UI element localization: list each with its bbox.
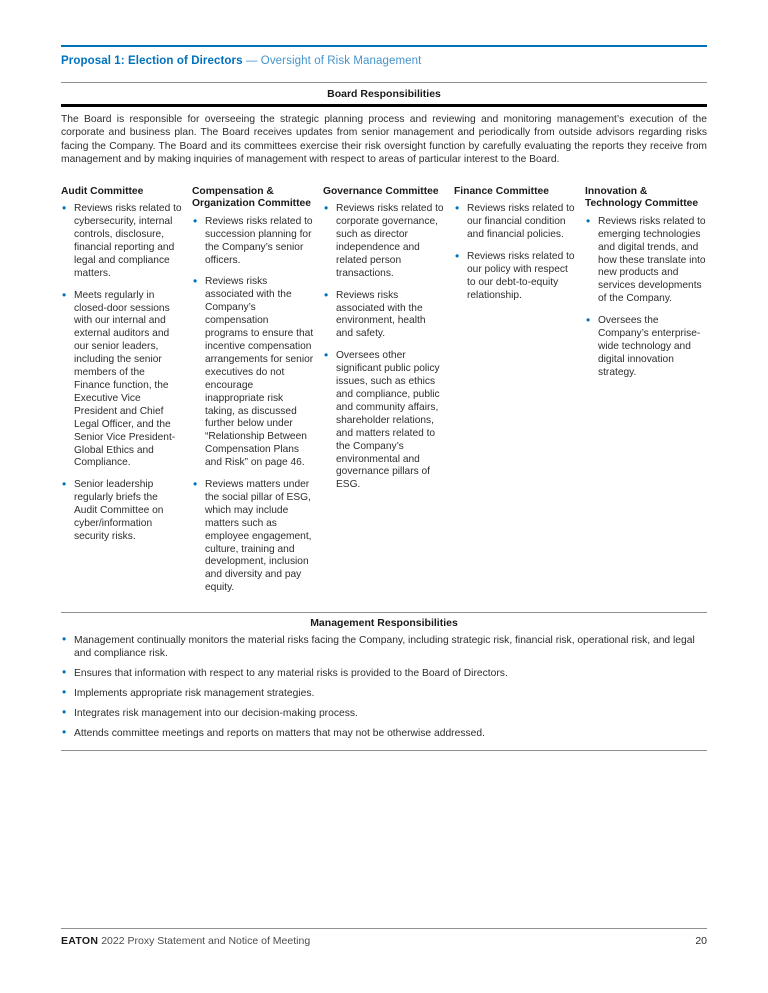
footer-brand: EATON xyxy=(61,935,99,947)
page-title xyxy=(61,55,707,67)
footer-text: 2022 Proxy Statement and Notice of Meeting xyxy=(101,935,311,947)
board-responsibilities-paragraph: The Board is responsible for overseeing the strategic planning process and reviewing and monitoring management’s execution of the corporate and business plan. The Board receives updates from senior management and periodically from outside advisors regarding risks facing the Company. The Board and its committees exercise their risk oversight function by carefully evaluating the reports they receive from management and by making inquiries of management with respect to areas of particular interest to the Board. xyxy=(61,114,707,166)
committee-bullet: • Reviews risks related to succession planning for the Company’s senior officers. xyxy=(192,216,314,268)
committee-column-audit xyxy=(61,186,183,605)
management-bullet: • Management continually monitors the material risks facing the Company, including strategic risk, financial risk, operational risk, and legal and compliance risk. xyxy=(61,634,707,660)
section-subtitle: — Oversight of Risk Management xyxy=(245,55,422,67)
committee-bullet: • Reviews risks associated with the environment, health and safety. xyxy=(323,290,445,342)
committee-heading: Governance Committee xyxy=(323,185,439,197)
committee-bullet: • Reviews risks related to our financial condition and financial policies. xyxy=(454,203,576,242)
committee-bullet-list xyxy=(192,216,314,595)
management-bullet: • Implements appropriate risk management strategies. xyxy=(61,687,707,700)
page-footer xyxy=(61,928,707,947)
proposal-title: Proposal 1: Election of Directors xyxy=(61,55,243,67)
committee-bullet-list xyxy=(323,203,445,492)
committee-column-compensation xyxy=(192,186,314,605)
committee-bullet: • Meets regularly in closed-door sessions with our internal and external auditors and our senior leaders, including the senior members of the Finance function, the Executive Vice President and Chief Legal Officer, and the Senior Vice President-Global Ethics and Compliance. xyxy=(61,290,183,471)
committee-bullet: • Reviews matters under the social pillar of ESG, which may include matters such as employee engagement, culture, training and development, inclusion and diversity and pay equity. xyxy=(192,479,314,595)
management-bullet: • Ensures that information with respect to any material risks is provided to the Board of Directors. xyxy=(61,667,707,680)
committee-bullet: • Reviews risks related to corporate governance, such as director independence and related person transactions. xyxy=(323,203,445,280)
top-blue-rule xyxy=(61,45,707,47)
committee-column-innovation-technology xyxy=(585,186,707,605)
committee-bullet: • Reviews risks related to cybersecurity, internal controls, disclosure, financial reporting and legal and compliance matters. xyxy=(61,203,183,280)
management-responsibilities-section xyxy=(61,612,707,751)
board-responsibilities-heading: Board Responsibilities xyxy=(327,88,441,100)
committee-heading: Finance Committee xyxy=(454,185,549,197)
committee-heading: Innovation & Technology Committee xyxy=(585,185,699,210)
committee-bullet: • Oversees the Company’s enterprise-wide technology and digital innovation strategy. xyxy=(585,315,707,380)
footer-left xyxy=(61,935,310,947)
committee-bullet: • Reviews risks associated with the Company’s compensation programs to ensure that incentive compensation arrangements for senior executives do not encourage inappropriate risk taking, as discussed further below under “Relationship Between Compensation Plans and Risk” on page 46. xyxy=(192,276,314,470)
committee-bullet-list xyxy=(585,216,707,380)
committee-bullet: • Reviews risks related to emerging technologies and digital trends, and how these translate into new products and services developments of the Company. xyxy=(585,216,707,306)
committee-column-finance xyxy=(454,186,576,605)
management-bullet-list xyxy=(61,634,707,751)
page-number: 20 xyxy=(695,935,707,947)
board-responsibilities-section xyxy=(61,82,707,167)
board-responsibilities-heading-wrap xyxy=(61,83,707,107)
management-bullet: • Attends committee meetings and reports on matters that may not be otherwise addressed. xyxy=(61,727,707,740)
committee-bullet: • Senior leadership regularly briefs the Audit Committee on cyber/information security risks. xyxy=(61,479,183,544)
management-bullet: • Integrates risk management into our decision-making process. xyxy=(61,707,707,720)
management-responsibilities-heading: Management Responsibilities xyxy=(310,617,458,630)
committee-heading: Compensation & Organization Committee xyxy=(192,185,311,210)
committee-columns xyxy=(61,186,707,605)
committee-heading: Audit Committee xyxy=(61,185,144,197)
page-content xyxy=(61,0,707,751)
committee-column-governance xyxy=(323,186,445,605)
committee-bullet: • Oversees other significant public policy issues, such as ethics and compliance, public and community affairs, shareholder relations, and matters related to the Company’s environmental and governance pillars of ESG. xyxy=(323,350,445,492)
committee-bullet-list xyxy=(454,203,576,302)
committee-bullet: • Reviews risks related to our policy with respect to our debt-to-equity relationship. xyxy=(454,251,576,303)
committee-bullet-list xyxy=(61,203,183,544)
